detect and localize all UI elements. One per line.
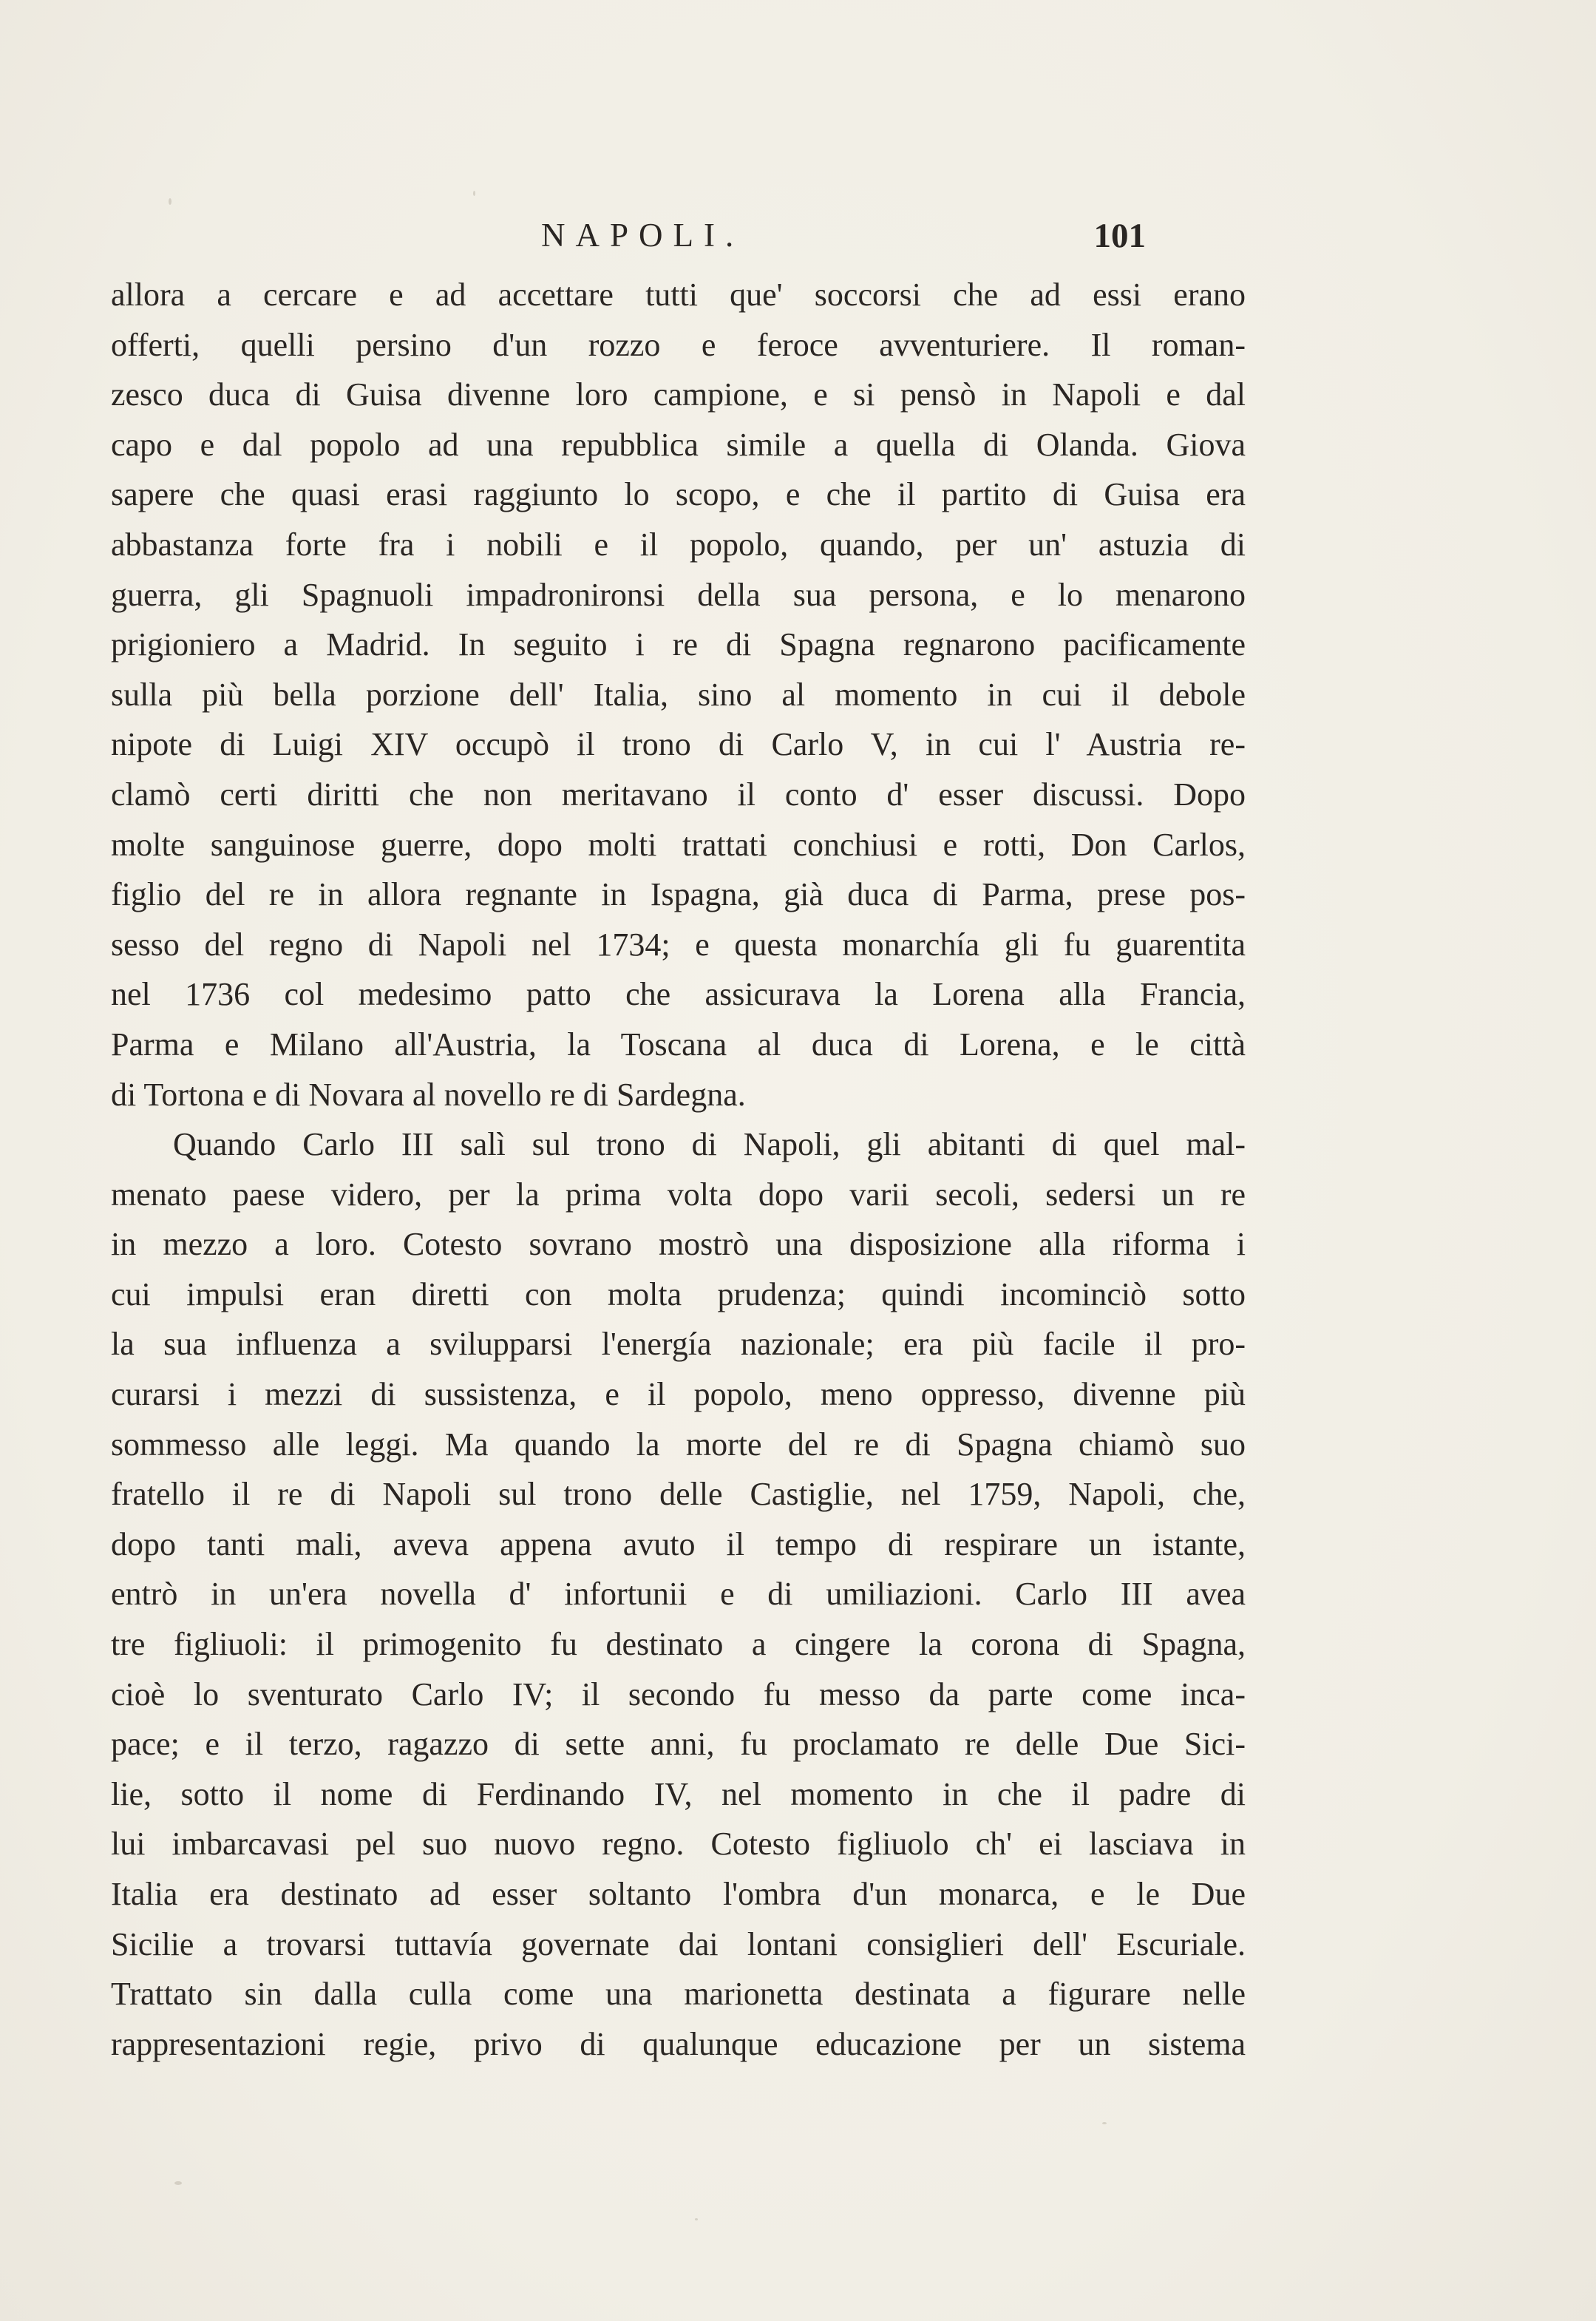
text-line: prigioniero a Madrid. In seguito i re di Spagna regnarono pacificamente (111, 626, 1246, 663)
text-line: sesso del regno di Napoli nel 1734; e questa monarchía gli fu guarentita (111, 926, 1246, 963)
text-line: capo e dal popolo ad una repubblica simile a quella di Olanda. Giova (111, 426, 1246, 463)
text-line: lie, sotto il nome di Ferdinando IV, nel momento in che il padre di (111, 1775, 1246, 1812)
text-line: curarsi i mezzi di sussistenza, e il popolo, meno oppresso, divenne più (111, 1376, 1246, 1413)
text-line: sommesso alle leggi. Ma quando la morte del re di Spagna chiamò suo (111, 1426, 1246, 1463)
paper-speck (174, 2181, 182, 2185)
text-line: dopo tanti mali, aveva appena avuto il tempo di respirare un istante, (111, 1525, 1246, 1562)
running-head (111, 216, 1146, 260)
text-line: sapere che quasi erasi raggiunto lo scopo, e che il partito di Guisa era (111, 476, 1246, 513)
paper-speck (473, 191, 475, 196)
text-line: figlio del re in allora regnante in Ispagna, già duca di Parma, prese pos- (111, 876, 1246, 913)
text-line: cioè lo sventurato Carlo IV; il secondo fu messo da parte come inca- (111, 1675, 1246, 1712)
text-line: Italia era destinato ad esser soltanto l'ombra d'un monarca, e le Due (111, 1876, 1246, 1912)
paper-speck (169, 198, 172, 205)
text-line: allora a cercare e ad accettare tutti que' soccorsi che ad essi erano (111, 277, 1246, 313)
text-line: zesco duca di Guisa divenne loro campione, e si pensò in Napoli e dal (111, 376, 1246, 413)
text-line: cui impulsi eran diretti con molta prudenza; quindi incominciò sotto (111, 1275, 1246, 1312)
text-line: in mezzo a loro. Cotesto sovrano mostrò una disposizione alla riforma i (111, 1226, 1246, 1263)
text-line-paragraph-end: di Tortona e di Novara al novello re di Sardegna. (111, 1076, 746, 1113)
text-line: clamò certi diritti che non meritavano il conto d' esser discussi. Dopo (111, 776, 1246, 813)
text-line: nipote di Luigi XIV occupò il trono di Carlo V, in cui l' Austria re- (111, 726, 1246, 763)
text-line: sulla più bella porzione dell' Italia, sino al momento in cui il debole (111, 676, 1246, 713)
text-line: rappresentazioni regie, privo di qualunque educazione per un sistema (111, 2025, 1246, 2062)
text-line: entrò in un'era novella d' infortunii e di umiliazioni. Carlo III avea (111, 1576, 1246, 1613)
text-line: Trattato sin dalla culla come una marionetta destinata a figurare nelle (111, 1976, 1246, 2013)
text-line: Parma e Milano all'Austria, la Toscana al duca di Lorena, e le città (111, 1026, 1246, 1063)
paper-speck (1102, 2122, 1107, 2124)
paper-speck (695, 2218, 698, 2220)
page-number: 101 (1093, 217, 1146, 255)
text-line: offerti, quelli persino d'un rozzo e feroce avventuriere. Il roman- (111, 326, 1246, 363)
text-line: guerra, gli Spagnuoli impadronironsi della sua persona, e lo menarono (111, 576, 1246, 613)
text-line: pace; e il terzo, ragazzo di sette anni, fu proclamato re delle Due Sici- (111, 1726, 1246, 1763)
text-line-paragraph-start: Quando Carlo III salì sul trono di Napoli, gli abitanti di quel mal- (173, 1126, 1246, 1163)
running-title: NAPOLI. (541, 217, 744, 254)
text-line: Sicilie a trovarsi tuttavía governate dai lontani consiglieri dell' Escuriale. (111, 1925, 1246, 1962)
body-text (111, 270, 1246, 2069)
text-line: la sua influenza a svilupparsi l'energía nazionale; era più facile il pro- (111, 1326, 1246, 1363)
text-line: abbastanza forte fra i nobili e il popolo, quando, per un' astuzia di (111, 526, 1246, 563)
text-line: lui imbarcavasi pel suo nuovo regno. Cotesto figliuolo ch' ei lasciava in (111, 1826, 1246, 1863)
text-line: nel 1736 col medesimo patto che assicurava la Lorena alla Francia, (111, 976, 1246, 1013)
text-line: menato paese videro, per la prima volta dopo varii secoli, sedersi un re (111, 1176, 1246, 1213)
text-line: tre figliuoli: il primogenito fu destinato a cingere la corona di Spagna, (111, 1626, 1246, 1663)
text-line: molte sanguinose guerre, dopo molti trattati conchiusi e rotti, Don Carlos, (111, 826, 1246, 863)
text-line: fratello il re di Napoli sul trono delle Castiglie, nel 1759, Napoli, che, (111, 1476, 1246, 1513)
